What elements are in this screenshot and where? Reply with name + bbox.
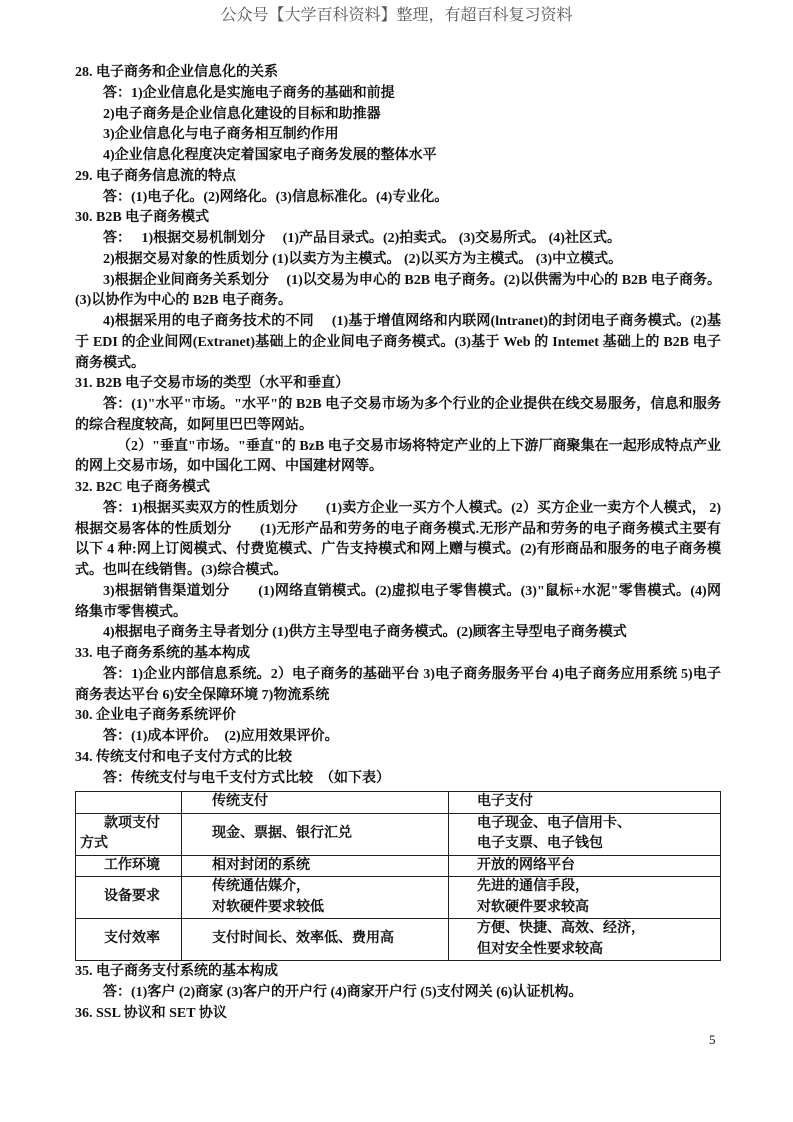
question-heading: 30. 企业电子商务系统评价: [75, 708, 236, 724]
answer-line: 4)根据采用的电子商务技术的不同 (1)基于增值网络和内联网(lntranet)的封闭电子商务模式。(2)基: [103, 314, 721, 329]
watermark-header: 公众号【大学百科资料】整理，有超百科复习资料: [220, 7, 573, 24]
row-label-cell: [76, 855, 182, 877]
payment-comparison-table: [75, 791, 721, 961]
electronic-payment-cell: [449, 877, 721, 919]
table-row: [76, 919, 721, 961]
cell-text: 支付效率: [104, 931, 160, 947]
cell-text: 现金、票据、银行汇兑: [212, 825, 352, 841]
question-heading: 28. 电子商务和企业信息化的关系: [75, 65, 278, 80]
cell-text: 对软硬件要求较高: [477, 899, 589, 915]
answer-line: 的综合程度较高，如阿里巴巴等网站。: [75, 417, 313, 433]
row-label-cell: [76, 919, 182, 961]
electronic-payment-cell: [449, 855, 721, 877]
cell-text: 款项支付: [104, 815, 160, 831]
question-heading: 36. SSL 协议和 SET 协议: [75, 1005, 227, 1021]
answer-line: 答：(1)电子化。(2)网络化。(3)信息标准化。(4)专业化。: [103, 189, 449, 205]
row-label-cell: [76, 877, 182, 919]
cell-text: 先进的通信手段，: [477, 879, 589, 894]
answer-line: 答： 1)根据交易机制划分 (1)产品目录式。(2)拍卖式。 (3)交易所式。 (4)社区式。: [103, 231, 621, 246]
cell-text: 方便、快捷、高效、经济，: [477, 921, 645, 936]
cell-text: 传统通估媒介，: [212, 879, 310, 894]
answer-line: 答：1)企业内部信息系统。2）电子商务的基础平台 3)电子商务服务平台 4)电子商务应用系统 5)电子: [103, 666, 721, 682]
cell-text: 开放的网络平台: [477, 857, 575, 873]
answer-line: 答：传统支付与电千支付方式比较 （如下表）: [103, 770, 390, 786]
traditional-payment-cell: [182, 919, 449, 961]
question-heading: 29. 电子商务信息流的特点: [75, 168, 236, 184]
cell-text: 电子现金、电子信用卡、: [477, 815, 631, 831]
question-heading: 34. 传统支付和电子支付方式的比较: [75, 749, 292, 765]
table-row: [76, 877, 721, 919]
cell-text: 电子支票、电子钱包: [477, 836, 603, 851]
answer-line: 于 EDI 的企业间网(Extranet)基础上的企业间电子商务模式。(3)基于 Web 的 Intemet 基础上的 B2B 电子: [75, 334, 721, 350]
question-heading: 31. B2B 电子交易市场的类型（水平和垂直）: [75, 376, 350, 392]
answer-line: 商务模式。: [75, 355, 145, 371]
question-heading: 30. B2B 电子商务模式: [75, 210, 210, 226]
table-row: [76, 813, 721, 855]
cell-text: 方式: [80, 836, 108, 851]
answer-line: 2)电子商务是企业信息化建设的目标和助推器: [103, 106, 381, 122]
answer-line: 答：1)根据买卖双方的性质划分 (1)卖方企业一买方个人模式。(2）买方企业一卖方个人模式， 2): [103, 500, 721, 516]
answer-line: 4)企业信息化程度决定着国家电子商务发展的整体水平: [103, 148, 437, 163]
answer-line: 答：(1)成本评价。 (2)应用效果评价。: [103, 729, 339, 744]
answer-line: 答：(1)"水平"市场。"水平"的 B2B 电子交易市场为多个行业的企业提供在线交易服务，信息和服务: [103, 397, 721, 412]
answer-line: 以下 4 种:网上订阅模式、付费览模式、广告支持模式和网上赠与模式。(2)有形商品和服务的电子商务模: [75, 542, 721, 558]
question-heading: 35. 电子商务支付系统的基本构成: [75, 964, 278, 979]
answer-line: 络集市零售模式。: [75, 604, 187, 620]
document-body-continued: [75, 962, 721, 1024]
page-number: 5: [709, 1032, 716, 1047]
cell-text: 但对安全性要求较高: [477, 941, 603, 957]
cell-text: 相对封闭的系统: [212, 857, 310, 873]
traditional-payment-cell: [182, 813, 449, 855]
answer-line: 的网上交易市场，如中国化工网、中国建材网等。: [75, 459, 383, 475]
answer-line: 根据交易客体的性质划分 (1)无形产品和劳务的电子商务模式.无形产品和劳务的电子商务模式主要有: [75, 521, 721, 537]
answer-line: 2)根据交易对象的性质划分 (1)以卖方为主模式。 (2)以买方为主模式。 (3)中立模式。: [103, 251, 623, 267]
cell-text: 设备要求: [104, 889, 160, 905]
answer-line: 3)企业信息化与电子商务相互制约作用: [103, 127, 339, 143]
cell-text: 工作环境: [104, 857, 160, 873]
column-header: [76, 792, 182, 814]
answer-line: 商务表达平台 6)安全保障环境 7)物流系统: [75, 687, 330, 703]
traditional-payment-cell: [182, 855, 449, 877]
answer-line: 3)根据销售渠道划分 (1)网络直销模式。(2)虚拟电子零售模式。(3)"鼠标+水泥"零售模式。(4)网: [103, 583, 721, 599]
answer-line: 答：(1)客户 (2)商家 (3)客户的开户行 (4)商家开户行 (5)支付网关 (6)认证机构。: [103, 984, 583, 1000]
column-header: 传统支付: [182, 792, 449, 814]
cell-text: 对软硬件要求较低: [212, 899, 324, 915]
traditional-payment-cell: [182, 877, 449, 919]
electronic-payment-cell: [449, 919, 721, 961]
row-label-cell: [76, 813, 182, 855]
answer-line: 式。也叫在线销售。(3)综合模式。: [75, 563, 288, 578]
answer-line: （2）"垂直"市场。"垂直"的 BzB 电子交易市场将特定产业的上下游厂商聚集在一起形成特点产业: [117, 438, 721, 454]
answer-line: 答：1)企业信息化是实施电子商务的基础和前提: [103, 85, 395, 101]
answer-line: 4)根据电子商务主导者划分 (1)供方主导型电子商务模式。(2)顾客主导型电子商务模式: [103, 625, 627, 641]
question-heading: 32. B2C 电子商务模式: [75, 480, 210, 495]
question-heading: 33. 电子商务系统的基本构成: [75, 646, 250, 661]
column-header: 电子支付: [449, 792, 721, 814]
answer-line: (3)以协作为中心的 B2B 电子商务。: [75, 293, 292, 309]
electronic-payment-cell: [449, 813, 721, 855]
table-header-row: [76, 792, 721, 814]
cell-text: 支付时间长、效率低、费用高: [212, 931, 394, 947]
answer-line: 3)根据企业间商务关系划分 (1)以交易为申心的 B2B 电子商务。(2)以供需为中心的 B2B 电子商务。: [103, 272, 721, 288]
table-row: [76, 855, 721, 877]
document-body: [75, 63, 721, 789]
